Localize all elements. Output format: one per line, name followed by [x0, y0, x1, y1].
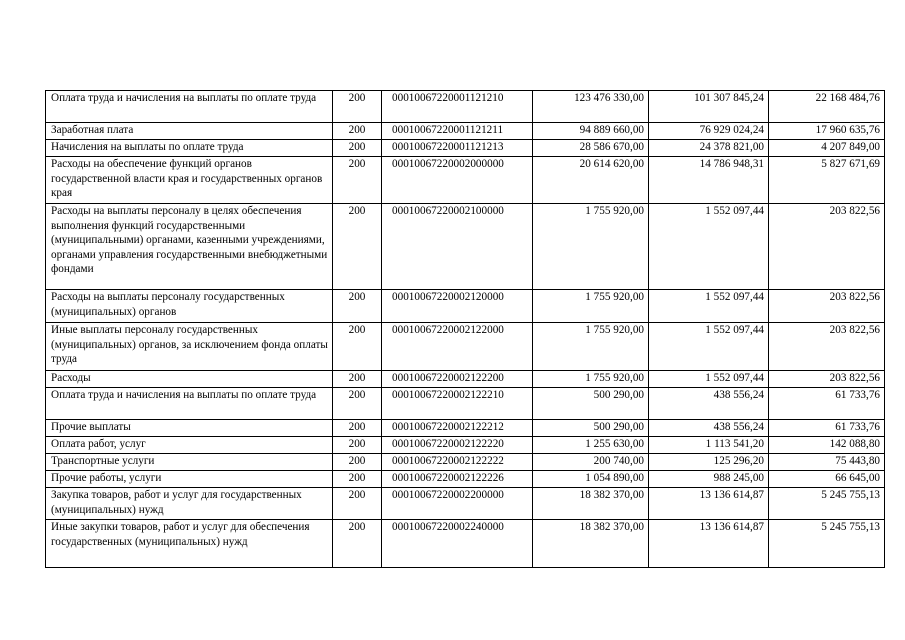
cell-budget-classification-code: 00010067220001121211 [382, 123, 533, 140]
cell-executed-amount: 438 556,24 [649, 388, 769, 420]
cell-indicator-name: Оплата работ, услуг [46, 437, 333, 454]
cell-indicator-name: Прочие выплаты [46, 420, 333, 437]
table-row [46, 290, 885, 323]
cell-line-code: 200 [333, 140, 382, 157]
cell-approved-amount: 1 755 920,00 [533, 323, 649, 371]
cell-executed-amount: 125 296,20 [649, 454, 769, 471]
table-row [46, 471, 885, 488]
cell-indicator-name: Расходы на выплаты персоналу государственных (муниципальных) органов [46, 290, 333, 323]
table-row [46, 420, 885, 437]
cell-approved-amount: 18 382 370,00 [533, 488, 649, 520]
cell-unexecuted-amount: 142 088,80 [769, 437, 885, 454]
cell-approved-amount: 1 255 630,00 [533, 437, 649, 454]
cell-executed-amount: 1 552 097,44 [649, 323, 769, 371]
table-body [46, 91, 885, 568]
table-row [46, 140, 885, 157]
cell-indicator-name: Прочие работы, услуги [46, 471, 333, 488]
cell-approved-amount: 20 614 620,00 [533, 157, 649, 204]
cell-budget-classification-code: 00010067220002122212 [382, 420, 533, 437]
cell-indicator-name: Закупка товаров, работ и услуг для государственных (муниципальных) нужд [46, 488, 333, 520]
cell-line-code: 200 [333, 323, 382, 371]
cell-budget-classification-code: 00010067220002122200 [382, 371, 533, 388]
cell-line-code: 200 [333, 437, 382, 454]
table-row [46, 520, 885, 568]
cell-executed-amount: 13 136 614,87 [649, 488, 769, 520]
cell-indicator-name: Расходы [46, 371, 333, 388]
table-row [46, 488, 885, 520]
cell-approved-amount: 500 290,00 [533, 388, 649, 420]
cell-approved-amount: 28 586 670,00 [533, 140, 649, 157]
cell-executed-amount: 1 552 097,44 [649, 290, 769, 323]
cell-budget-classification-code: 00010067220002100000 [382, 204, 533, 290]
table-row [46, 388, 885, 420]
cell-budget-classification-code: 00010067220002000000 [382, 157, 533, 204]
budget-table-container [45, 90, 884, 568]
cell-approved-amount: 1 755 920,00 [533, 371, 649, 388]
cell-line-code: 200 [333, 290, 382, 323]
cell-indicator-name: Иные закупки товаров, работ и услуг для обеспечения государственных (муниципальных) нужд [46, 520, 333, 568]
cell-budget-classification-code: 00010067220002240000 [382, 520, 533, 568]
cell-executed-amount: 13 136 614,87 [649, 520, 769, 568]
cell-budget-classification-code: 00010067220001121210 [382, 91, 533, 123]
cell-executed-amount: 1 552 097,44 [649, 204, 769, 290]
table-row [46, 454, 885, 471]
cell-line-code: 200 [333, 91, 382, 123]
cell-unexecuted-amount: 66 645,00 [769, 471, 885, 488]
cell-line-code: 200 [333, 371, 382, 388]
cell-executed-amount: 14 786 948,31 [649, 157, 769, 204]
cell-approved-amount: 123 476 330,00 [533, 91, 649, 123]
cell-indicator-name: Оплата труда и начисления на выплаты по оплате труда [46, 91, 333, 123]
cell-line-code: 200 [333, 157, 382, 204]
cell-executed-amount: 438 556,24 [649, 420, 769, 437]
cell-budget-classification-code: 00010067220001121213 [382, 140, 533, 157]
cell-unexecuted-amount: 203 822,56 [769, 290, 885, 323]
table-row [46, 371, 885, 388]
cell-line-code: 200 [333, 471, 382, 488]
cell-indicator-name: Оплата труда и начисления на выплаты по оплате труда [46, 388, 333, 420]
table-row [46, 123, 885, 140]
cell-approved-amount: 1 755 920,00 [533, 204, 649, 290]
cell-unexecuted-amount: 4 207 849,00 [769, 140, 885, 157]
cell-unexecuted-amount: 203 822,56 [769, 323, 885, 371]
cell-line-code: 200 [333, 520, 382, 568]
cell-unexecuted-amount: 61 733,76 [769, 420, 885, 437]
cell-unexecuted-amount: 203 822,56 [769, 204, 885, 290]
cell-unexecuted-amount: 22 168 484,76 [769, 91, 885, 123]
cell-approved-amount: 1 755 920,00 [533, 290, 649, 323]
cell-executed-amount: 1 552 097,44 [649, 371, 769, 388]
cell-indicator-name: Заработная плата [46, 123, 333, 140]
cell-budget-classification-code: 00010067220002122220 [382, 437, 533, 454]
cell-unexecuted-amount: 203 822,56 [769, 371, 885, 388]
cell-line-code: 200 [333, 388, 382, 420]
table-row [46, 204, 885, 290]
cell-indicator-name: Расходы на выплаты персоналу в целях обеспечения выполнения функций государственными (муниципальными) органами, казенными учреждениями, органами управления государственными внебюджетными фондами [46, 204, 333, 290]
cell-approved-amount: 94 889 660,00 [533, 123, 649, 140]
cell-executed-amount: 101 307 845,24 [649, 91, 769, 123]
cell-line-code: 200 [333, 488, 382, 520]
cell-executed-amount: 1 113 541,20 [649, 437, 769, 454]
cell-unexecuted-amount: 61 733,76 [769, 388, 885, 420]
cell-budget-classification-code: 00010067220002122000 [382, 323, 533, 371]
table-row [46, 323, 885, 371]
cell-indicator-name: Транспортные услуги [46, 454, 333, 471]
table-row [46, 437, 885, 454]
cell-line-code: 200 [333, 420, 382, 437]
cell-line-code: 200 [333, 204, 382, 290]
cell-line-code: 200 [333, 454, 382, 471]
cell-budget-classification-code: 00010067220002122222 [382, 454, 533, 471]
cell-unexecuted-amount: 5 245 755,13 [769, 520, 885, 568]
cell-unexecuted-amount: 5 245 755,13 [769, 488, 885, 520]
cell-indicator-name: Иные выплаты персоналу государственных (муниципальных) органов, за исключением фонда оплаты труда [46, 323, 333, 371]
cell-budget-classification-code: 00010067220002122210 [382, 388, 533, 420]
cell-unexecuted-amount: 5 827 671,69 [769, 157, 885, 204]
cell-unexecuted-amount: 75 443,80 [769, 454, 885, 471]
table-row [46, 157, 885, 204]
cell-unexecuted-amount: 17 960 635,76 [769, 123, 885, 140]
cell-indicator-name: Расходы на обеспечение функций органов государственной власти края и государственных органов края [46, 157, 333, 204]
cell-executed-amount: 24 378 821,00 [649, 140, 769, 157]
cell-indicator-name: Начисления на выплаты по оплате труда [46, 140, 333, 157]
cell-approved-amount: 1 054 890,00 [533, 471, 649, 488]
cell-budget-classification-code: 00010067220002120000 [382, 290, 533, 323]
cell-approved-amount: 200 740,00 [533, 454, 649, 471]
cell-executed-amount: 988 245,00 [649, 471, 769, 488]
cell-executed-amount: 76 929 024,24 [649, 123, 769, 140]
cell-line-code: 200 [333, 123, 382, 140]
cell-approved-amount: 18 382 370,00 [533, 520, 649, 568]
cell-approved-amount: 500 290,00 [533, 420, 649, 437]
table-row [46, 91, 885, 123]
cell-budget-classification-code: 00010067220002122226 [382, 471, 533, 488]
cell-budget-classification-code: 00010067220002200000 [382, 488, 533, 520]
budget-execution-table [45, 90, 885, 568]
